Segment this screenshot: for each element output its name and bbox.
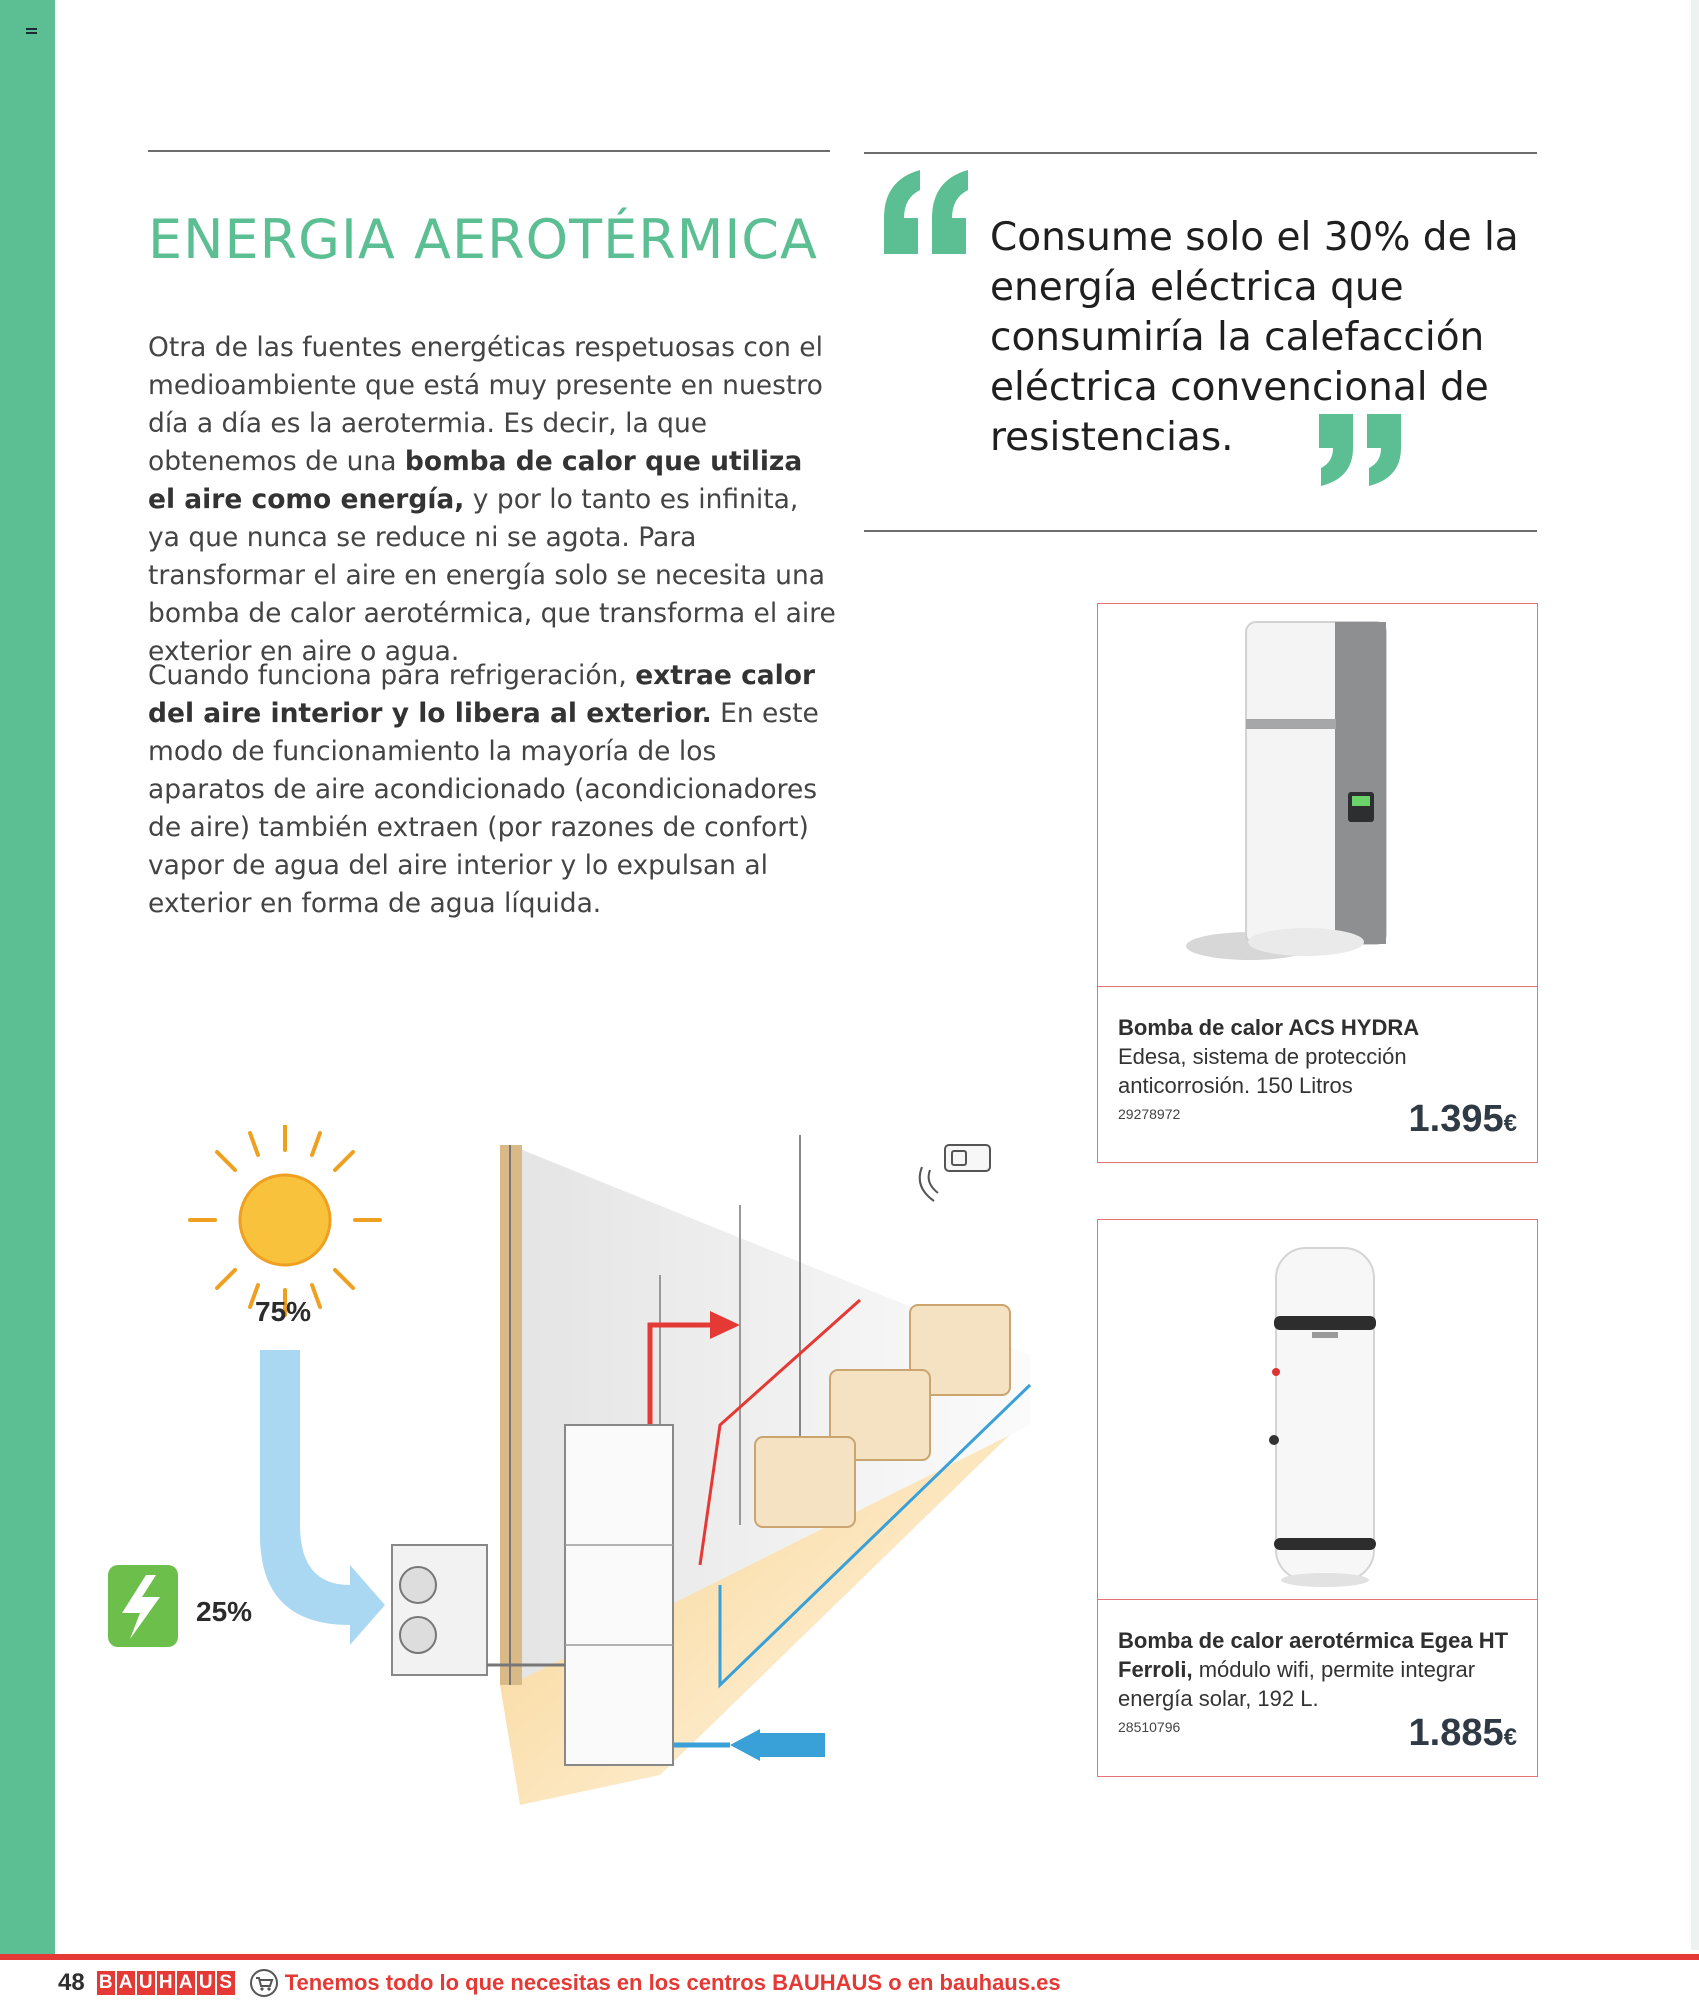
- product-sku: 28510796: [1118, 1719, 1181, 1735]
- divider-left-top: [148, 150, 830, 152]
- cart-icon: [249, 1968, 279, 1998]
- cooling-paragraph: Cuando funciona para refrigeración, extrae calor del aire interior y lo libera al exterior. En este modo de funcionamiento la mayoría de los aparatos de aire acondicionado (acondicionadores de aire) también extraen (por razones de confort) vapor de agua del aire interior y lo expulsan al exterior en forma de agua líquida.: [148, 660, 819, 919]
- product-image-hydra: [1098, 604, 1537, 987]
- solar-percent: 75%: [255, 1296, 312, 1327]
- footer-slogan: Tenemos todo lo que necesitas en los centros BAUHAUS o en bauhaus.es: [284, 1970, 1061, 1995]
- product-info-egea: Bomba de calor aerotérmica Egea HT Ferroli, módulo wifi, permite integrar energía solar, 192 L. 28510796 1.885€: [1118, 1628, 1517, 1754]
- page-number: 48: [58, 1969, 85, 1996]
- thermostat-icon: [920, 1145, 990, 1201]
- indoor-unit: [565, 1425, 673, 1765]
- product-card-egea[interactable]: [1097, 1219, 1538, 1777]
- outdoor-unit: [392, 1545, 487, 1675]
- intro-paragraph: Otra de las fuentes energéticas respetuosas con el medioambiente que está muy presente en nuestro día a día es la aerotermia. Es decir, la que obtenemos de una bomba de calor que utiliza el aire como energía, y por lo tanto es infinita, ya que nunca se reduce ni se agota. Para transformar el aire en energía solo se necesita una bomba de calor aerotérmica, que transforma el aire exterior en aire o agua.: [148, 332, 836, 667]
- page-title: ENERGIA AEROTÉRMICA: [148, 208, 818, 271]
- radiator-near: [755, 1437, 855, 1527]
- footer-divider: [0, 1954, 1699, 1960]
- open-quote-icon: [880, 168, 972, 254]
- quote-text: Consume solo el 30% de la energía eléctrica que consumiría la calefacción eléctrica convencional de resistencias.: [990, 215, 1519, 460]
- sun-icon: [190, 1125, 380, 1315]
- product-card-hydra[interactable]: [1097, 603, 1538, 1163]
- electric-percent: 25%: [196, 1596, 253, 1627]
- product-price: 1.885€: [1408, 1712, 1517, 1754]
- product-price: 1.395€: [1408, 1098, 1517, 1140]
- bauhaus-logo[interactable]: B A U H A U S: [97, 1971, 237, 1995]
- menu-icon[interactable]: [26, 28, 37, 36]
- right-page-edge: [1691, 0, 1699, 1950]
- divider-right-bottom: [864, 530, 1537, 532]
- product-info-hydra: Bomba de calor ACS HYDRA Edesa, sistema de protección anticorrosión. 150 Litros 29278972 1.395€: [1118, 1015, 1517, 1140]
- product-sku: 29278972: [1118, 1106, 1181, 1122]
- aerothermal-diagram: [100, 1125, 1040, 1805]
- product-image-egea: [1098, 1220, 1537, 1600]
- left-color-bar: [0, 0, 55, 1958]
- footer: [58, 1966, 1061, 2000]
- divider-right-top: [864, 152, 1537, 154]
- lightning-icon: [108, 1565, 178, 1647]
- close-quote-icon: [1315, 414, 1407, 486]
